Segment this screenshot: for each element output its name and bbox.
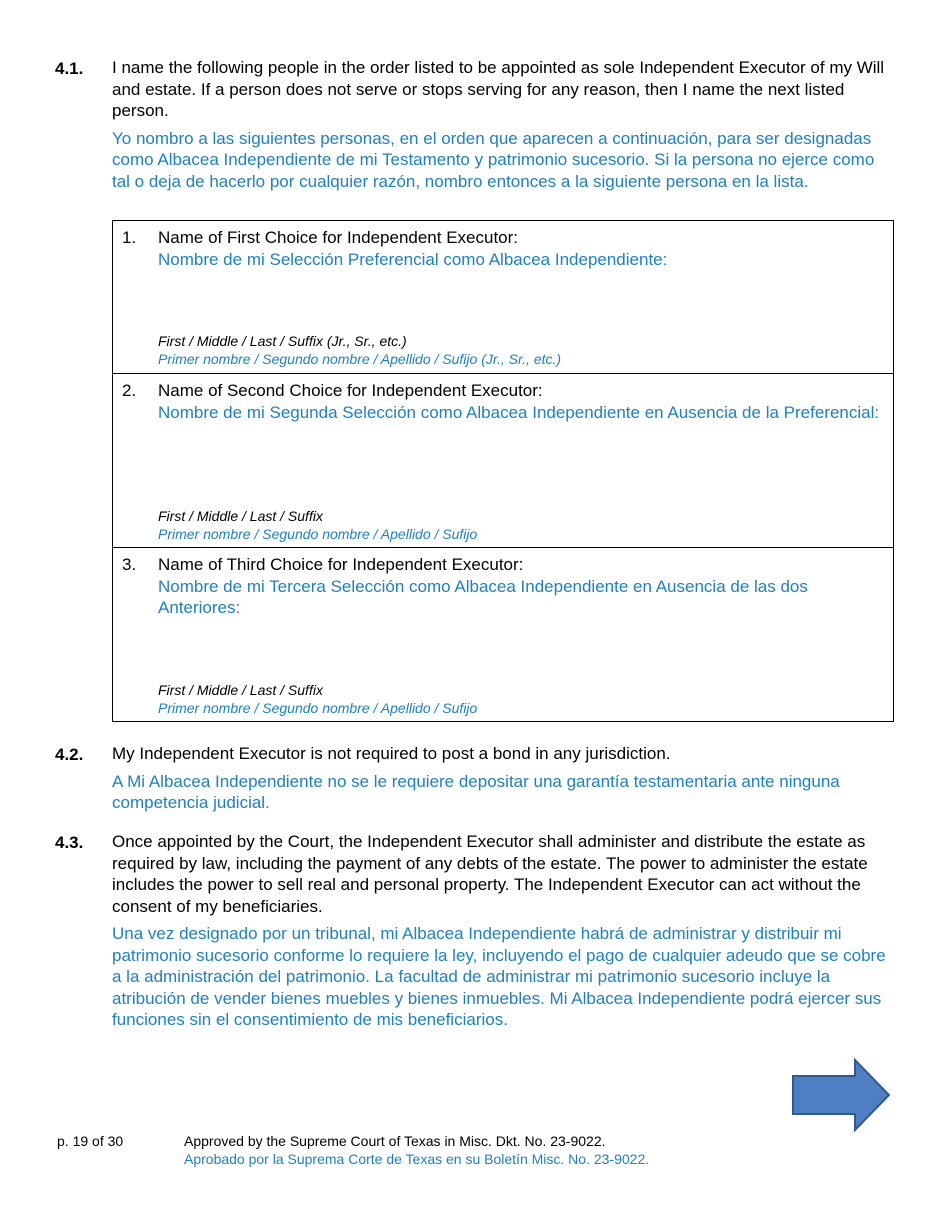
approval-notice-spanish: Aprobado por la Suprema Corte de Texas en su Boletín Misc. No. 23-9022. (184, 1151, 650, 1167)
right-arrow-icon[interactable] (791, 1058, 891, 1132)
section-4-2-spanish: A Mi Albacea Independiente no se le requiere depositar una garantía testamentaria ante ninguna competencia judicial. (112, 771, 840, 812)
name-format-hint-spanish: Primer nombre / Segundo nombre / Apellido / Sufijo (Jr., Sr., etc.) (158, 351, 562, 367)
name-format-hint-english: First / Middle / Last / Suffix (Jr., Sr., etc.) (158, 333, 407, 349)
executor-label (158, 554, 883, 619)
executor-cell-3[interactable] (113, 548, 894, 722)
section-number-4-2: 4.2. (55, 745, 84, 764)
executor-cell-1[interactable] (113, 221, 894, 374)
name-format-hint (158, 507, 477, 543)
executor-cell-2[interactable] (113, 374, 894, 548)
executor-label-spanish: Nombre de mi Tercera Selección como Albacea Independiente en Ausencia de las dos Anteriores: (158, 576, 808, 617)
executor-label-spanish: Nombre de mi Segunda Selección como Albacea Independiente en Ausencia de la Preferencial: (158, 402, 880, 422)
executor-row-1 (113, 221, 894, 374)
executor-label (158, 227, 883, 270)
section-4-2-english: My Independent Executor is not required to post a bond in any jurisdiction. (112, 744, 671, 763)
executor-number: 1. (122, 228, 137, 247)
name-format-hint (158, 332, 561, 368)
approval-notice-english: Approved by the Supreme Court of Texas in Misc. Dkt. No. 23-9022. (184, 1133, 606, 1149)
page-number: p. 19 of 30 (57, 1133, 124, 1149)
executor-number: 2. (122, 381, 137, 400)
executor-row-3 (113, 548, 894, 722)
section-4-3-spanish: Una vez designado por un tribunal, mi Albacea Independiente habrá de administrar y distribuir mi patrimonio sucesorio conforme lo requiere la ley, incluyendo el pago de cualquier adeudo que se cobre a la administración del patrimonio. La facultad de administrar mi patrimonio sucesorio incluye la atribución de vender bienes muebles y bienes inmuebles. Mi Albacea Independiente podrá ejercer sus funciones sin el consentimiento de mis beneficiarios. (112, 924, 886, 1029)
executor-label-english: Name of Second Choice for Independent Executor: (158, 381, 543, 400)
section-4-3-english: Once appointed by the Court, the Independent Executor shall administer and distribute the estate as required by law, including the payment of any debts of the estate. The power to administer the estate includes the power to sell real and personal property. The Independent Executor can act without the consent of my beneficiaries. (112, 832, 868, 916)
name-format-hint-spanish: Primer nombre / Segundo nombre / Apellido / Sufijo (158, 700, 478, 716)
section-4-1-text (112, 57, 892, 192)
section-number-4-3: 4.3. (55, 833, 84, 852)
executor-label (158, 380, 883, 423)
section-4-1-english: I name the following people in the order listed to be appointed as sole Independent Executor of my Will and estate. If a person does not serve or stops serving for any reason, then I name the next listed person. (112, 58, 885, 120)
name-format-hint (158, 681, 477, 717)
executor-number: 3. (122, 555, 137, 574)
section-4-3-text (112, 831, 892, 1031)
executor-row-2 (113, 374, 894, 548)
name-format-hint-english: First / Middle / Last / Suffix (158, 682, 323, 698)
section-4-1-spanish: Yo nombro a las siguientes personas, en el orden que aparecen a continuación, para ser designadas como Albacea Independiente de mi Testamento y patrimonio sucesorio. Si la persona no ejerce como tal o deja de hacerlo por cualquier razón, nombro entonces a la siguiente persona en la lista. (112, 128, 875, 191)
approval-notice (184, 1132, 649, 1168)
executor-names-table (112, 220, 894, 722)
executor-label-english: Name of First Choice for Independent Executor: (158, 228, 519, 247)
section-4-2-text (112, 743, 892, 814)
executor-label-english: Name of Third Choice for Independent Executor: (158, 555, 524, 574)
executor-label-spanish: Nombre de mi Selección Preferencial como Albacea Independiente: (158, 249, 668, 269)
name-format-hint-spanish: Primer nombre / Segundo nombre / Apellido / Sufijo (158, 526, 478, 542)
name-format-hint-english: First / Middle / Last / Suffix (158, 508, 323, 524)
section-number-4-1: 4.1. (55, 59, 84, 78)
right-arrow-shape (793, 1060, 889, 1130)
